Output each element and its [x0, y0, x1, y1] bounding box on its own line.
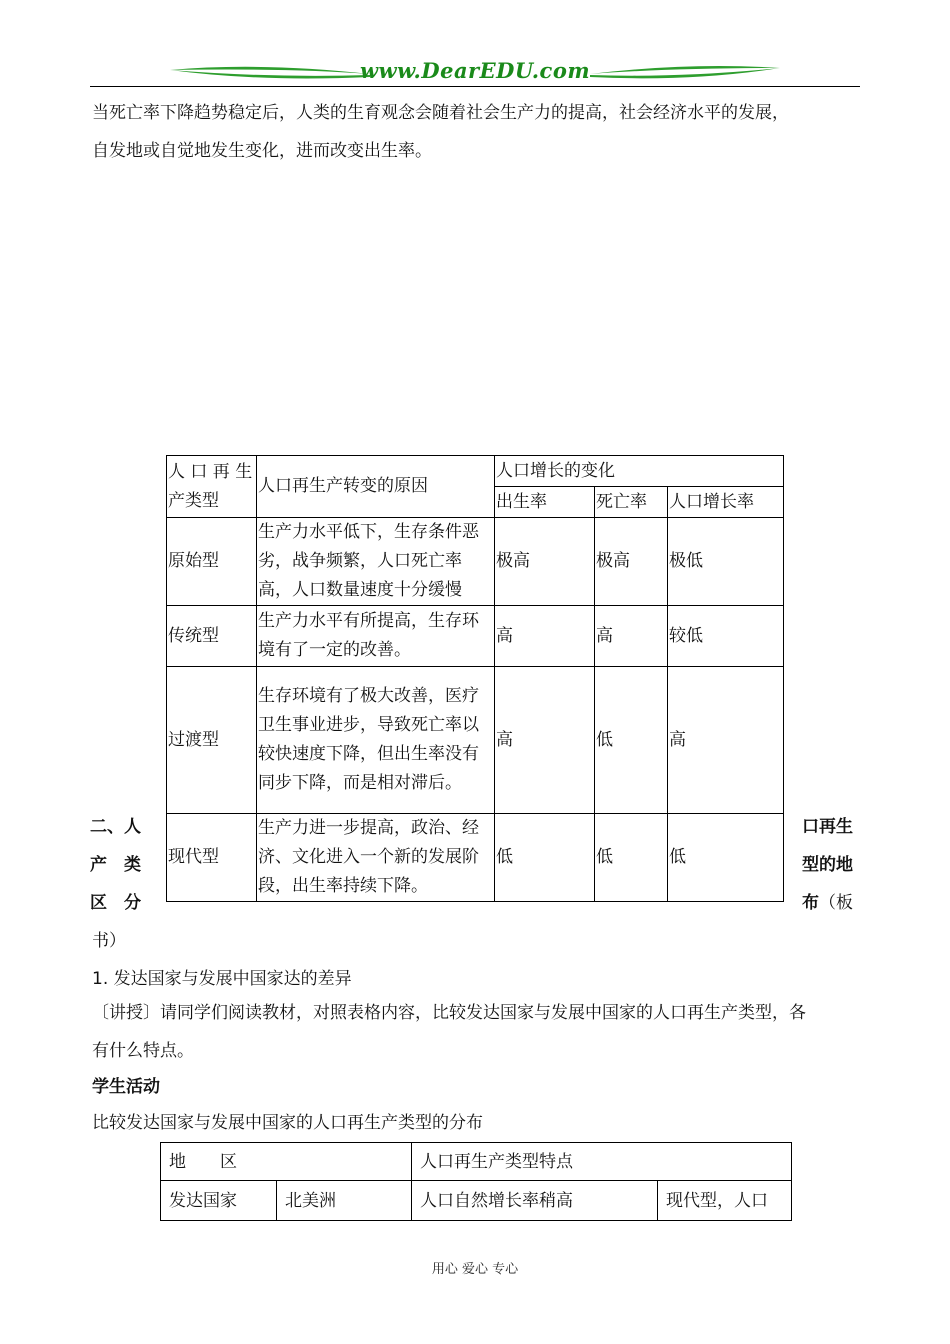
distribution-table	[160, 1142, 792, 1221]
intro-line-2: 自发地或自觉地发生变化，进而改变出生率。	[92, 141, 432, 161]
activity-description: 比较发达国家与发展中国家的人口再生产类型的分布	[92, 1113, 483, 1133]
header-rule	[90, 86, 860, 87]
type-cell: 过渡型	[167, 667, 257, 814]
section2-left-2: 产 类	[90, 855, 141, 875]
death-cell: 高	[595, 606, 668, 667]
header-birth-rate: 出生率	[495, 487, 595, 518]
intro-line-1: 当死亡率下降趋势稳定后，人类的生育观念会随着社会生产力的提高，社会经济水平的发展，	[92, 103, 789, 123]
table-row	[167, 667, 784, 814]
birth-cell: 高	[495, 667, 595, 814]
section2-right-3a: 布	[802, 893, 819, 913]
table-row	[167, 606, 784, 667]
header-growth-change: 人口增长的变化	[495, 456, 784, 487]
section2-left-3: 区 分	[90, 893, 141, 913]
feature-cell: 人口自然增长率稍高	[412, 1181, 658, 1221]
type-cell: 原始型	[167, 518, 257, 606]
site-logo-text: www.DearEDU.com	[359, 58, 591, 83]
death-cell: 极高	[595, 518, 668, 606]
growth-cell: 极低	[668, 518, 784, 606]
death-cell: 低	[595, 814, 668, 902]
type-cell: 传统型	[167, 606, 257, 667]
birth-cell: 极高	[495, 518, 595, 606]
header-reason: 人口再生产转变的原因	[257, 456, 495, 518]
page-footer: 用心 爱心 专心	[431, 1262, 519, 1277]
header-growth-rate: 人口增长率	[668, 487, 784, 518]
table-row	[167, 518, 784, 606]
table-row	[167, 814, 784, 902]
birth-cell: 低	[495, 814, 595, 902]
activity-title: 学生活动	[92, 1077, 160, 1097]
reproduction-type-table	[166, 455, 784, 902]
section2-right-2: 型的地	[802, 855, 853, 875]
reason-cell: 生存环境有了极大改善，医疗卫生事业进步，导致死亡率以较快速度下降，但出生率没有同步下降，而是相对滞后。	[257, 667, 495, 814]
subsection-1-title: 1. 发达国家与发展中国家达的差异	[92, 969, 352, 989]
lecture-line-1: 〔讲授〕请同学们阅读教材，对照表格内容，比较发达国家与发展中国家的人口再生产类型，各	[92, 1003, 806, 1023]
section2-continuation: 书）	[92, 931, 126, 951]
section2-right-3b: （板	[819, 893, 853, 913]
reason-cell: 生产力水平低下，生存条件恶劣，战争频繁，人口死亡率高，人口数量速度十分缓慢	[257, 518, 495, 606]
region-cell: 北美洲	[277, 1181, 412, 1221]
reason-cell: 生产力水平有所提高，生存环境有了一定的改善。	[257, 606, 495, 667]
header-banner	[170, 58, 780, 86]
header-type: 人 口 再 生 产类型	[167, 456, 257, 518]
header-region: 地 区	[161, 1143, 412, 1181]
growth-cell: 较低	[668, 606, 784, 667]
section2-right-1: 口再生	[802, 817, 853, 837]
type-cell: 现代型，人口	[658, 1181, 792, 1221]
reason-cell: 生产力进一步提高，政治、经济、文化进入一个新的发展阶段，出生率持续下降。	[257, 814, 495, 902]
section2-right-3	[802, 888, 853, 913]
section2-left-1: 二、人	[90, 817, 141, 837]
header-death-rate: 死亡率	[595, 487, 668, 518]
header-feature: 人口再生产类型特点	[412, 1143, 792, 1181]
birth-cell: 高	[495, 606, 595, 667]
growth-cell: 低	[668, 814, 784, 902]
death-cell: 低	[595, 667, 668, 814]
type-cell: 现代型	[167, 814, 257, 902]
table-row	[161, 1181, 792, 1221]
group-cell: 发达国家	[161, 1181, 277, 1221]
growth-cell: 高	[668, 667, 784, 814]
lecture-line-2: 有什么特点。	[92, 1041, 194, 1061]
